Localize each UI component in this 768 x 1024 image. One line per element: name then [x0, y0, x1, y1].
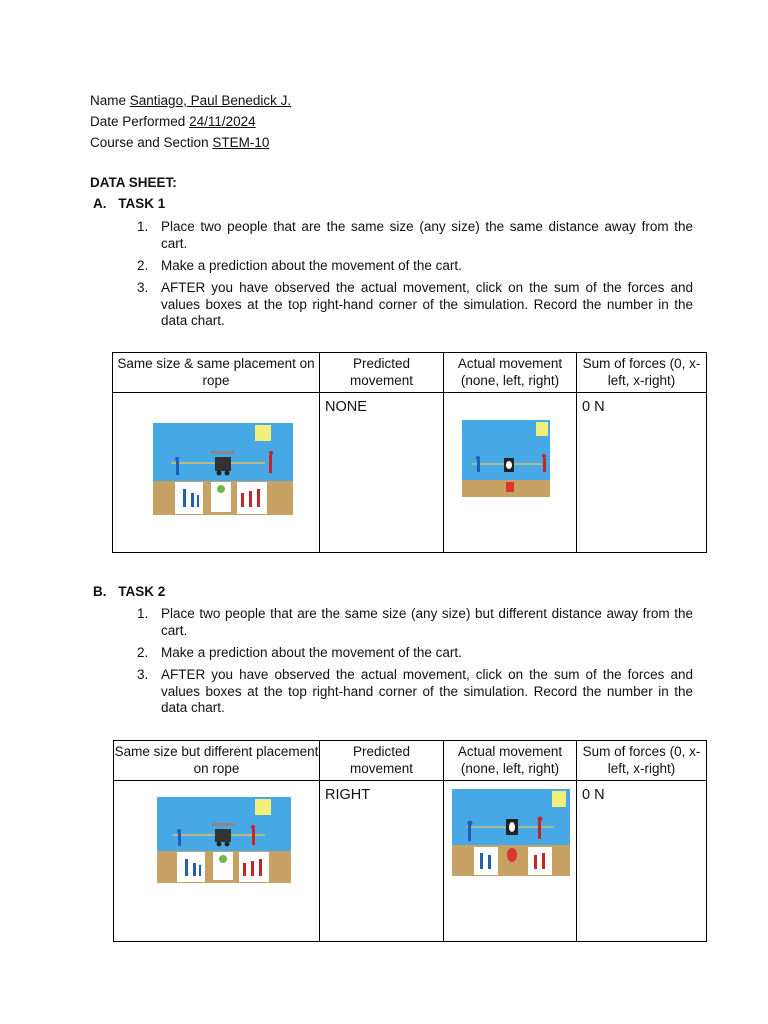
list-item: [137, 606, 693, 640]
simulation-screenshot: [157, 797, 291, 883]
column-header: Actual movement (none, left, right): [444, 741, 577, 781]
column-header: Actual movement (none, left, right): [444, 353, 577, 393]
table-header-row: [113, 353, 707, 393]
column-header: Sum of forces (0, x-left, x-right): [577, 353, 707, 393]
task-2-table: [113, 740, 707, 942]
sum-of-forces-cell: [577, 781, 707, 942]
course-value: STEM-10: [212, 135, 270, 150]
predicted-movement-value: RIGHT: [325, 787, 371, 803]
date-label: Date Performed: [90, 114, 186, 129]
setup-image-cell: [114, 781, 320, 942]
list-item: [137, 667, 693, 717]
task-title: TASK 2: [118, 584, 166, 599]
step-text: Make a prediction about the movement of the cart.: [161, 258, 462, 273]
step-number: 3.: [137, 280, 149, 295]
table-header-row: [114, 741, 707, 781]
list-item: [137, 645, 693, 662]
simulation-screenshot: [452, 789, 570, 876]
column-header: Same size & same placement on rope: [113, 353, 320, 393]
task-1-table: [112, 352, 707, 553]
simulation-screenshot: [153, 423, 293, 515]
actual-movement-cell: [444, 781, 577, 942]
task-2-heading: [93, 584, 165, 599]
name-label: Name: [90, 93, 127, 108]
table-row: [113, 393, 707, 553]
step-text: Place two people that are the same size (any size) the same distance away from the cart.: [161, 219, 693, 251]
step-text: Make a prediction about the movement of the cart.: [161, 645, 462, 660]
data-sheet-title: DATA SHEET:: [90, 175, 177, 190]
step-text: AFTER you have observed the actual movement, click on the sum of the forces and values boxes at the top right-hand corner of the simulation. Record the number in the data chart.: [161, 667, 693, 715]
step-number: 1.: [137, 219, 149, 234]
column-header: Same size but different placement on rope: [114, 741, 320, 781]
column-header: Predicted movement: [320, 353, 444, 393]
actual-movement-cell: [444, 393, 577, 553]
step-number: 2.: [137, 645, 149, 660]
sum-of-forces-cell: [577, 393, 707, 553]
simulation-screenshot: [462, 420, 550, 497]
step-number: 3.: [137, 667, 149, 682]
task-letter: B.: [93, 584, 107, 599]
table-row: [114, 781, 707, 942]
sum-of-forces-value: 0 N: [582, 787, 605, 803]
name-line: [90, 93, 291, 108]
course-line: [90, 135, 269, 150]
step-text: Place two people that are the same size (any size) but different distance away from the cart.: [161, 606, 693, 638]
list-item: [137, 219, 693, 253]
predicted-movement-cell: [320, 781, 444, 942]
sum-of-forces-value: 0 N: [582, 399, 605, 415]
step-number: 2.: [137, 258, 149, 273]
predicted-movement-value: NONE: [325, 399, 367, 415]
task-letter: A.: [93, 196, 107, 211]
setup-image-cell: [113, 393, 320, 553]
task-1-heading: [93, 196, 165, 211]
column-header: Sum of forces (0, x-left, x-right): [577, 741, 707, 781]
step-number: 1.: [137, 606, 149, 621]
task-title: TASK 1: [118, 196, 166, 211]
list-item: [137, 280, 693, 330]
list-item: [137, 258, 693, 275]
date-value: 24/11/2024: [189, 114, 256, 129]
date-line: [90, 114, 256, 129]
predicted-movement-cell: [320, 393, 444, 553]
course-label: Course and Section: [90, 135, 209, 150]
step-text: AFTER you have observed the actual movement, click on the sum of the forces and values boxes at the top right-hand corner of the simulation. Record the number in the data chart.: [161, 280, 693, 328]
column-header: Predicted movement: [320, 741, 444, 781]
name-value: Santiago, Paul Benedick J.: [129, 93, 292, 108]
